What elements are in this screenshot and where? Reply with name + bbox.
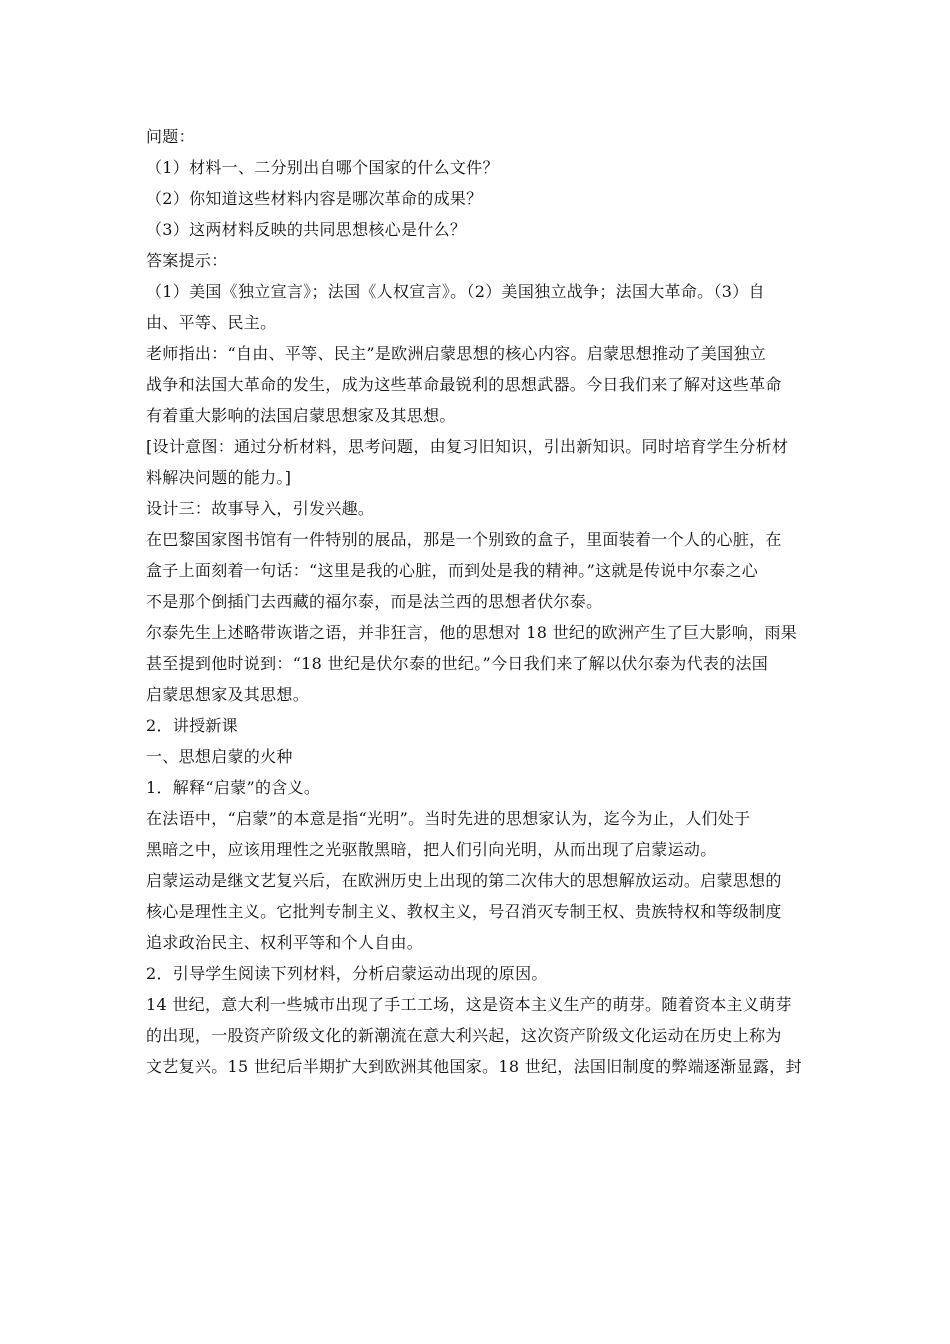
body-line: 的出现，一股资产阶级文化的新潮流在意大利兴起，这次资产阶级文化运动在历史上称为 — [146, 1026, 782, 1045]
design-three-heading: 设计三：故事导入，引发兴趣。 — [146, 499, 375, 518]
teacher-note-line: 战争和法国大革命的发生，成为这些革命最锐利的思想武器。今日我们来了解对这些革命 — [146, 375, 782, 394]
item-heading: 2．引导学生阅读下列材料，分析启蒙运动出现的原因。 — [146, 964, 548, 983]
question-1: （1）材料一、二分别出自哪个国家的什么文件？ — [146, 158, 499, 177]
story-line: 在巴黎国家图书馆有一件特别的展品，那是一个别致的盒子，里面装着一个人的心脏，在 — [146, 530, 782, 549]
body-line: 文艺复兴。15 世纪后半期扩大到欧洲其他国家。18 世纪，法国旧制度的弊端逐渐显露，封 — [146, 1057, 802, 1076]
question-3: （3）这两材料反映的共同思想核心是什么？ — [146, 220, 467, 239]
section-heading: 2．讲授新课 — [146, 716, 238, 735]
story-line: 盒子上面刻着一句话：“这里是我的心脏，而到处是我的精神。”这就是传说中尔泰之心 — [146, 561, 759, 580]
teacher-note-line: 老师指出：“自由、平等、民主”是欧洲启蒙思想的核心内容。启蒙思想推动了美国独立 — [146, 344, 767, 363]
teacher-note-line: 有着重大影响的法国启蒙思想家及其思想。 — [146, 406, 456, 425]
document-page — [146, 121, 810, 1082]
story-line: 启蒙思想家及其思想。 — [146, 685, 310, 704]
body-line: 追求政治民主、权利平等和个人自由。 — [146, 933, 424, 952]
story-line: 不是那个倒插门去西藏的福尔泰，而是法兰西的思想者伏尔泰。 — [146, 592, 603, 611]
design-intent-line: [设计意图：通过分析材料，思考问题，由复习旧知识，引出新知识。同时培育学生分析材 — [146, 437, 789, 456]
answer-heading: 答案提示： — [146, 251, 228, 270]
body-line: 核心是理性主义。它批判专制主义、教权主义，号召消灭专制王权、贵族特权和等级制度 — [146, 902, 782, 921]
body-line: 14 世纪，意大利一些城市出现了手工工场，这是资本主义生产的萌芽。随着资本主义萌芽 — [146, 995, 792, 1014]
answer-line: 由、平等、民主。 — [146, 313, 277, 332]
story-line: 甚至提到他时说到：“18 世纪是伏尔泰的世纪。”今日我们来了解以伏尔泰为代表的法国 — [146, 654, 769, 673]
question-heading: 问题： — [146, 127, 195, 146]
item-heading: 1．解释“启蒙”的含义。 — [146, 778, 321, 797]
story-line: 尔泰先生上述略带诙谐之语，并非狂言，他的思想对 18 世纪的欧洲产生了巨大影响，雨果 — [146, 623, 798, 642]
question-2: （2）你知道这些材料内容是哪次革命的成果？ — [146, 189, 483, 208]
design-intent-line: 料解决问题的能力。] — [146, 468, 292, 487]
body-line: 黑暗之中，应该用理性之光驱散黑暗，把人们引向光明，从而出现了启蒙运动。 — [146, 840, 717, 859]
answer-line: （1）美国《独立宣言》；法国《人权宣言》。（2）美国独立战争；法国大革命。（3）自 — [146, 282, 765, 301]
subsection-heading: 一、思想启蒙的火种 — [146, 747, 293, 766]
body-line: 在法语中，“启蒙”的本意是指“光明”。当时先进的思想家认为，迄今为止，人们处于 — [146, 809, 751, 828]
body-line: 启蒙运动是继文艺复兴后，在欧洲历史上出现的第二次伟大的思想解放运动。启蒙思想的 — [146, 871, 782, 890]
